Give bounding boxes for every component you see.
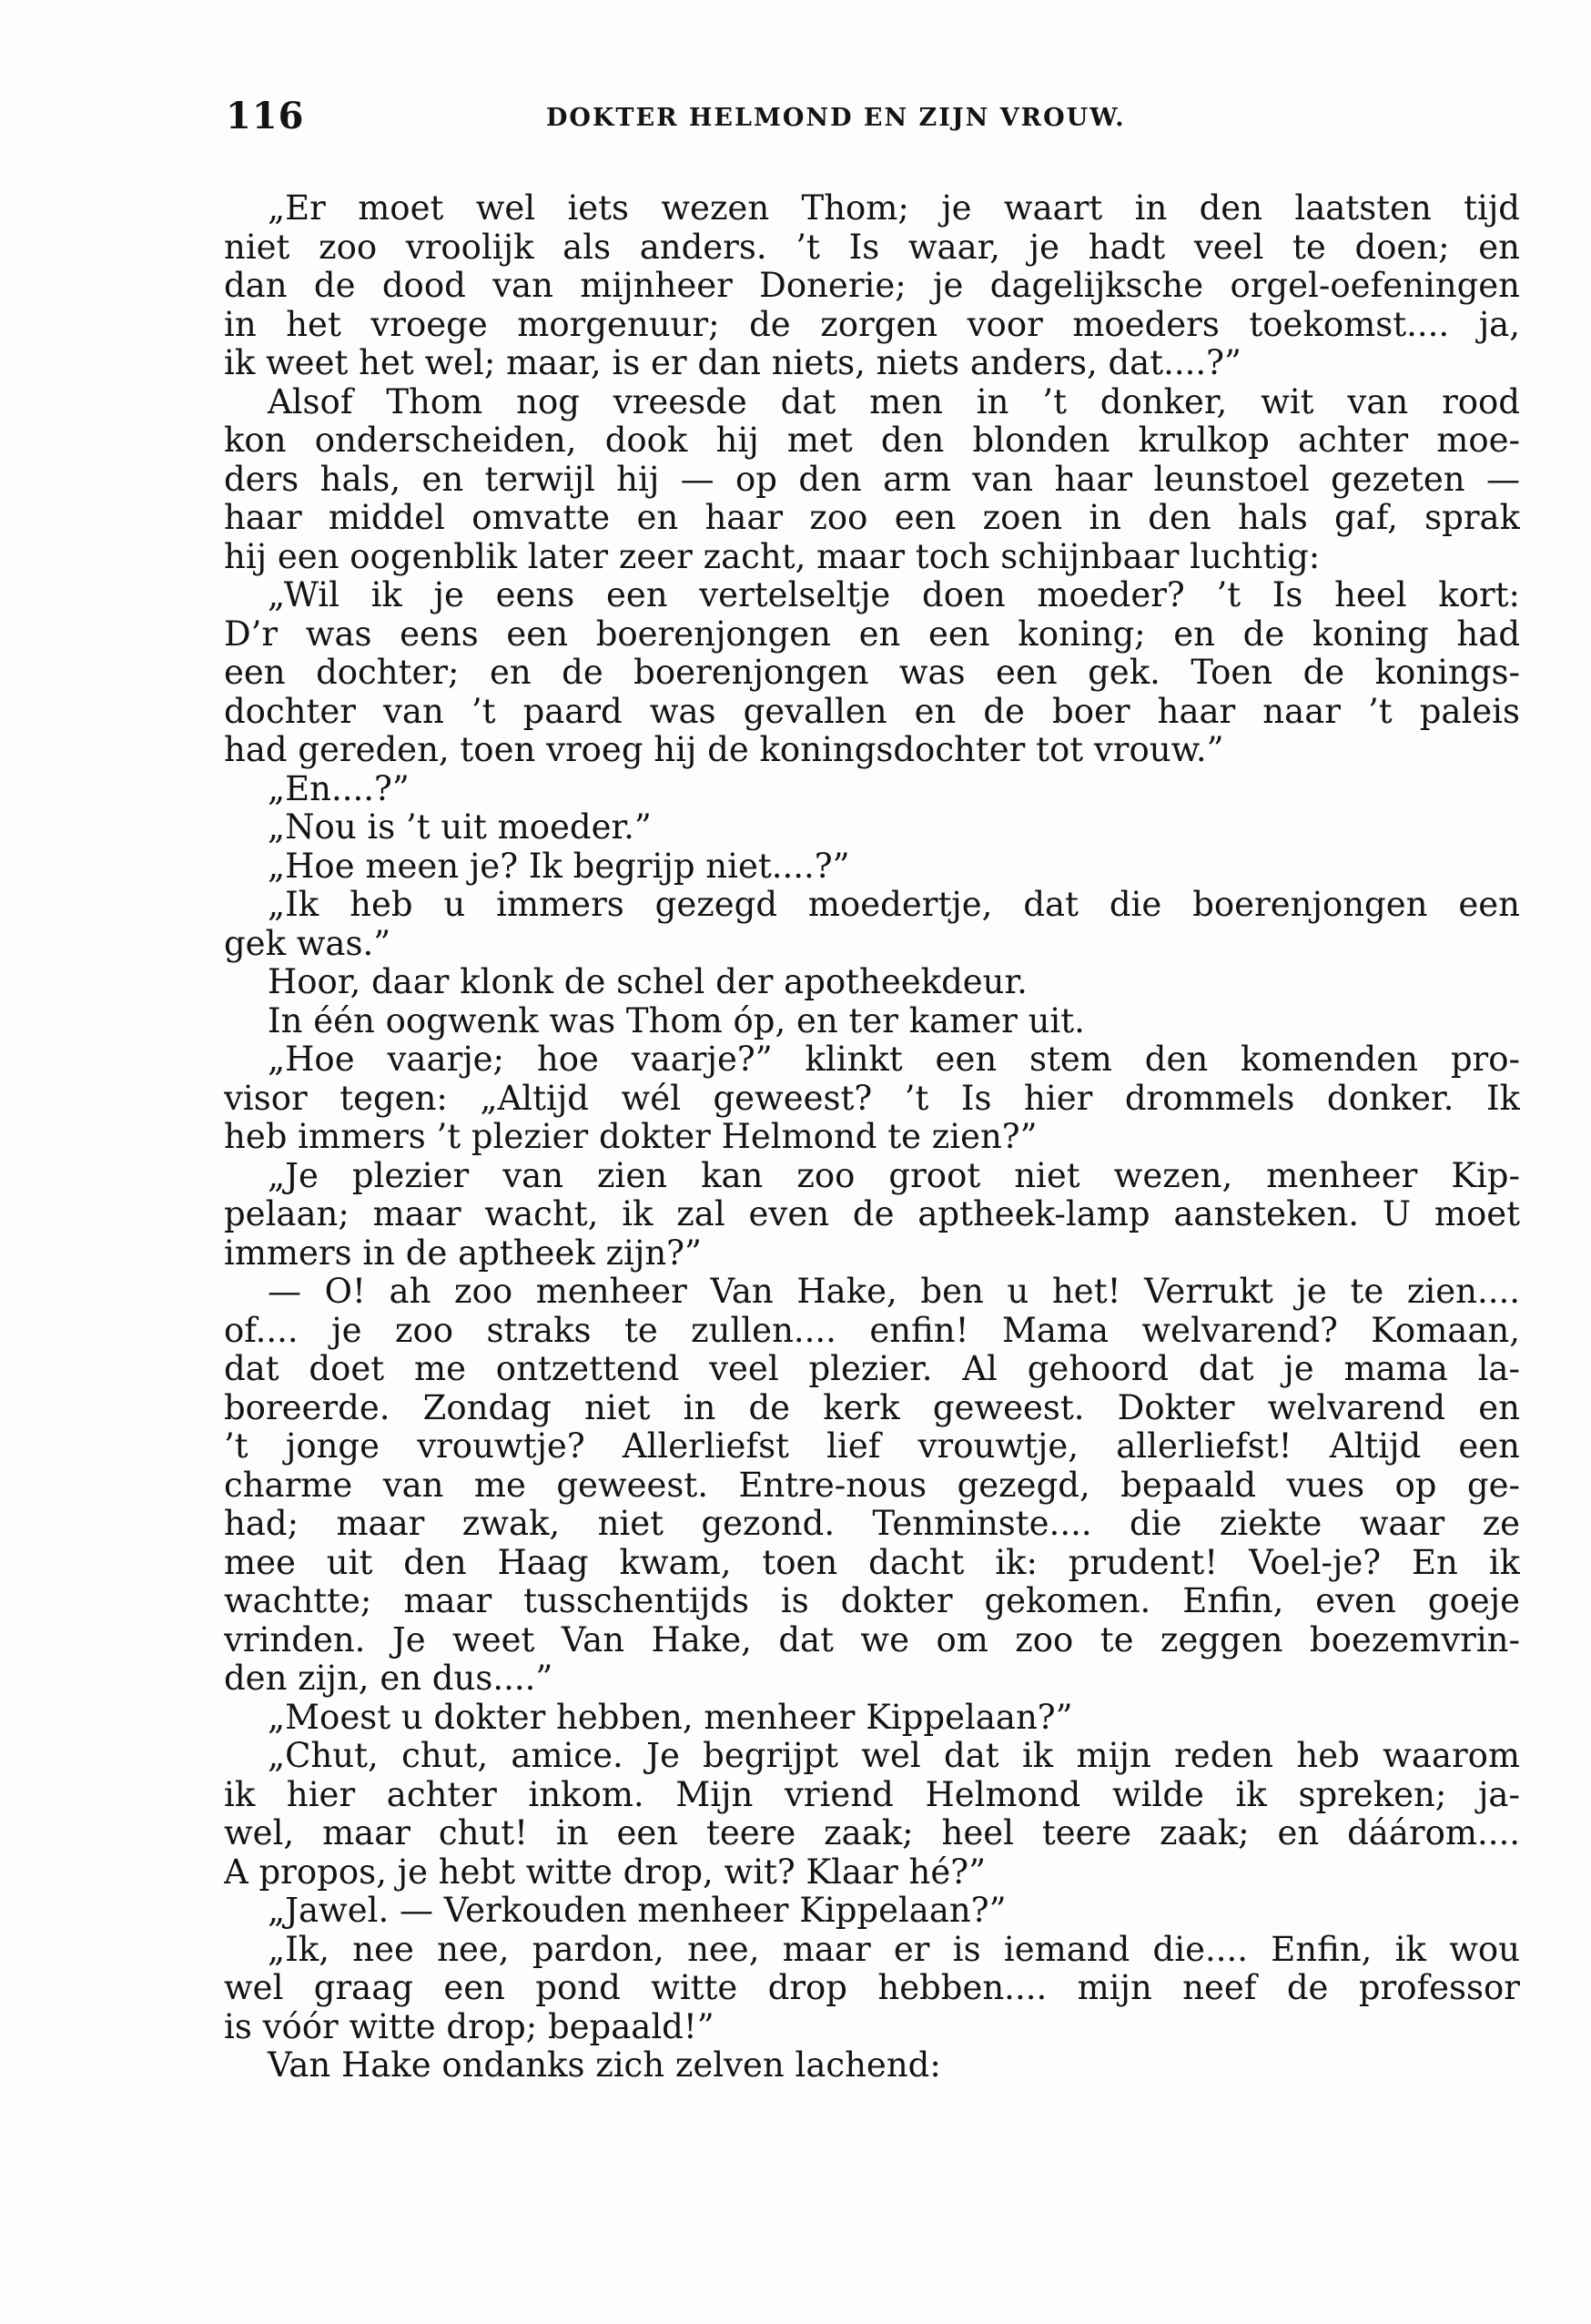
text-line: een dochter; en de boerenjongen was een gek. Toen de konings- xyxy=(224,654,1520,692)
body-text xyxy=(224,189,1520,2086)
text-line: den zijn, en dus....” xyxy=(224,1659,553,1698)
text-line: „Wil ik je eens een vertelseltje doen moeder? ’t Is heel kort: xyxy=(268,576,1520,614)
text-line: vrinden. Je weet Van Hake, dat we om zoo te zeggen boezemvrin- xyxy=(224,1620,1520,1659)
running-title: DOKTER HELMOND EN ZIJN VROUW. xyxy=(546,104,1126,132)
text-line: gek was.” xyxy=(224,924,391,963)
text-line: had gereden, toen vroeg hij de koningsdochter tot vrouw.” xyxy=(224,731,1224,769)
text-line: „Hoe meen je? Ik begrijp niet....?” xyxy=(268,847,850,886)
text-line: charme van me geweest. Entre-nous gezegd, bepaald vues op ge- xyxy=(224,1466,1520,1505)
page-header xyxy=(226,95,1518,140)
text-line: „Je plezier van zien kan zoo groot niet wezen, menheer Kip- xyxy=(268,1156,1520,1195)
text-line: ik hier achter inkom. Mijn vriend Helmond wilde ik spreken; ja- xyxy=(224,1775,1520,1814)
text-line: „Nou is ’t uit moeder.” xyxy=(268,808,652,847)
text-line: boreerde. Zondag niet in de kerk geweest. Dokter welvarend en xyxy=(224,1388,1520,1427)
text-line: „Er moet wel iets wezen Thom; je waart in den laatsten tijd xyxy=(268,189,1520,228)
text-line: heb immers ’t plezier dokter Helmond te zien?” xyxy=(224,1118,1038,1156)
text-line: Alsof Thom nog vreesde dat men in ’t donker, wit van rood xyxy=(268,382,1520,421)
text-line: ik weet het wel; maar, is er dan niets, niets anders, dat....?” xyxy=(224,344,1241,382)
text-line: D’r was eens een boerenjongen en een koning; en de koning had xyxy=(224,614,1520,654)
text-line: niet zoo vroolijk als anders. ’t Is waar, je hadt veel te doen; en xyxy=(224,228,1520,267)
text-line: dochter van ’t paard was gevallen en de boer haar naar ’t paleis xyxy=(224,692,1520,731)
text-line: wel, maar chut! in een teere zaak; heel teere zaak; en dáárom.... xyxy=(224,1814,1520,1852)
text-line: ’t jonge vrouwtje? Allerliefst lief vrouwtje, allerliefst! Altijd een xyxy=(224,1427,1520,1466)
text-line: „En....?” xyxy=(268,769,410,808)
text-line: „Moest u dokter hebben, menheer Kippelaan?” xyxy=(268,1698,1073,1737)
page-number: 116 xyxy=(226,95,305,137)
text-line: wachtte; maar tusschentijds is dokter gekomen. Enfin, even goeje xyxy=(224,1582,1520,1620)
text-line: A propos, je hebt witte drop, wit? Klaar hé?” xyxy=(224,1852,987,1892)
text-line: kon onderscheiden, dook hij met den blonden krulkop achter moe- xyxy=(224,421,1520,460)
text-line: of.... je zoo straks te zullen.... enfin! Mama welvarend? Komaan, xyxy=(224,1311,1520,1350)
text-line: mee uit den Haag kwam, toen dacht ik: prudent! Voel-je? En ik xyxy=(224,1543,1520,1582)
text-line: „Jawel. — Verkouden menheer Kippelaan?” xyxy=(268,1892,1007,1930)
text-line: had; maar zwak, niet gezond. Tenminste.... die ziekte waar ze xyxy=(224,1505,1520,1543)
text-line: In één oogwenk was Thom óp, en ter kamer uit. xyxy=(268,1001,1085,1040)
text-line: „Hoe vaarje; hoe vaarje?” klinkt een stem den komenden pro- xyxy=(268,1040,1520,1079)
text-line: Hoor, daar klonk de schel der apotheekdeur. xyxy=(268,963,1028,1001)
text-line: dat doet me ontzettend veel plezier. Al gehoord dat je mama la- xyxy=(224,1350,1520,1388)
text-line: in het vroege morgenuur; de zorgen voor moeders toekomst.... ja, xyxy=(224,305,1520,344)
text-line: visor tegen: „Altijd wél geweest? ’t Is hier drommels donker. Ik xyxy=(224,1079,1520,1118)
text-line: hij een oogenblik later zeer zacht, maar toch schijnbaar luchtig: xyxy=(224,537,1321,576)
text-line: pelaan; maar wacht, ik zal even de aptheek-lamp aansteken. U moet xyxy=(224,1195,1520,1233)
text-line: haar middel omvatte en haar zoo een zoen in den hals gaf, sprak xyxy=(224,499,1520,537)
text-line: wel graag een pond witte drop hebben.... mijn neef de professor xyxy=(224,1969,1520,2007)
text-line: Van Hake ondanks zich zelven lachend: xyxy=(268,2046,941,2085)
text-line: immers in de aptheek zijn?” xyxy=(224,1233,702,1273)
text-line: — O! ah zoo menheer Van Hake, ben u het! Verrukt je te zien.... xyxy=(268,1273,1520,1311)
text-line: „Ik heb u immers gezegd moedertje, dat die boerenjongen een xyxy=(268,886,1520,924)
text-line: „Ik, nee nee, pardon, nee, maar er is iemand die.... Enfin, ik wou xyxy=(268,1930,1520,1969)
text-line: „Chut, chut, amice. Je begrijpt wel dat ik mijn reden heb waarom xyxy=(268,1737,1520,1775)
text-line: dan de dood van mijnheer Donerie; je dagelijksche orgel-oefeningen xyxy=(224,267,1520,305)
text-line: ders hals, en terwijl hij — op den arm van haar leunstoel gezeten — xyxy=(224,460,1520,499)
text-line: is vóór witte drop; bepaald!” xyxy=(224,2007,714,2046)
